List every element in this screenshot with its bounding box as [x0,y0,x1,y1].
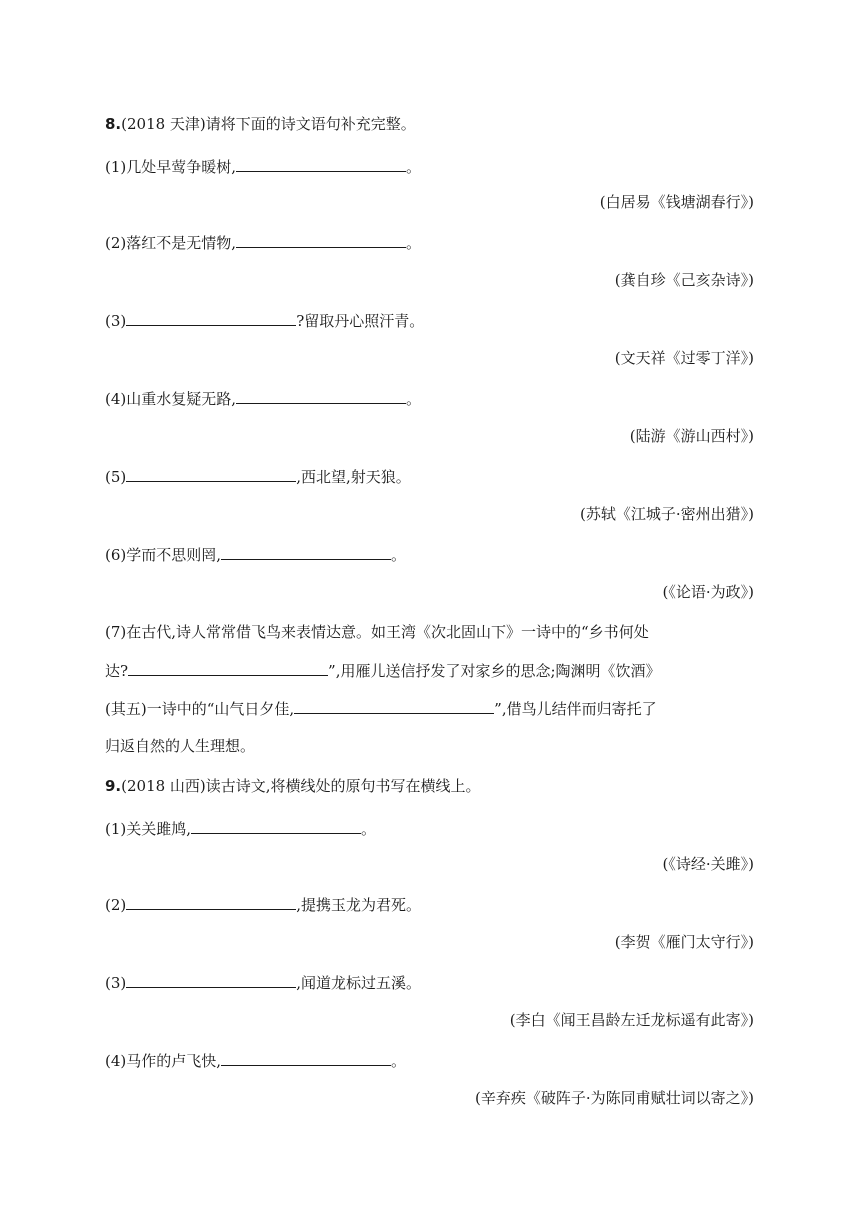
q9-item-2-blank[interactable] [126,894,296,910]
q8-item-2-blank[interactable] [236,232,406,248]
q8-item-1-source: (白居易《钱塘湖春行》) [599,193,754,211]
q8-item-3-after: ?留取丹心照汗青。 [296,312,425,330]
question-8-header [105,114,416,134]
q9-item-1-source: (《诗经·关雎》) [662,855,754,873]
q8-item-4-blank[interactable] [236,388,406,404]
q8-item-6-blank[interactable] [221,544,391,560]
q9-item-2-label: (2) [105,896,127,914]
q8-item-2-after: 。 [406,234,422,252]
q9-item-4-source: (辛弃疾《破阵子·为陈同甫赋壮词以寄之》) [475,1089,754,1107]
q8-item-5-label: (5) [105,468,127,486]
q9-item-4-after: 。 [391,1052,407,1070]
q8-item-1-label: (1)几处早莺争暖树, [105,158,237,176]
q8-item-7-blank-1[interactable] [128,660,328,676]
q8-item-6-source: (《论语·为政》) [662,583,754,601]
q8-item-7-line-1: (7)在古代,诗人常常借飞鸟来表情达意。如王湾《次北固山下》一诗中的“乡书何处 [105,623,649,641]
q8-item-7-line-3 [105,698,657,719]
q9-item-2-after: ,提携玉龙为君死。 [296,896,422,914]
q8-item-7-line-2 [105,660,661,681]
q8-item-6-label: (6)学而不思则罔, [105,546,222,564]
q8-item-7-line-2-end: ”,用雁儿送信抒发了对家乡的思念;陶渊明《饮酒》 [328,662,661,680]
q8-item-2 [105,232,421,253]
q8-item-7-line-3-start: (其五)一诗中的“山气日夕佳, [105,700,295,718]
q8-item-5 [105,466,411,487]
q9-item-1-blank[interactable] [191,818,361,834]
q8-item-4-label: (4)山重水复疑无路, [105,390,237,408]
q9-item-1 [105,818,376,839]
q8-item-4-source: (陆游《游山西村》) [629,427,754,445]
q8-item-2-source: (龚自珍《己亥杂诗》) [614,271,754,289]
q9-item-1-label: (1)关关雎鸠, [105,820,192,838]
q8-item-3-label: (3) [105,312,127,330]
q9-item-1-after: 。 [361,820,377,838]
q8-item-7-line-4: 归返自然的人生理想。 [105,737,256,755]
question-8-stem: (2018 天津)请将下面的诗文语句补充完整。 [121,115,416,133]
q9-item-3 [105,972,421,993]
q8-item-4-after: 。 [406,390,422,408]
q8-item-5-blank[interactable] [126,466,296,482]
q9-item-4-label: (4)马作的卢飞快, [105,1052,222,1070]
q9-item-2-source: (李贺《雁门太守行》) [614,933,754,951]
q8-item-3-source: (文天祥《过零丁洋》) [614,349,754,367]
q9-item-3-label: (3) [105,974,127,992]
q9-item-4-blank[interactable] [221,1050,391,1066]
q8-item-6 [105,544,406,565]
q8-item-5-source: (苏轼《江城子·密州出猎》) [580,505,754,523]
q8-item-6-after: 。 [391,546,407,564]
q8-item-1 [105,156,421,177]
q9-item-3-source: (李白《闻王昌龄左迁龙标遥有此寄》) [509,1011,754,1029]
question-9-stem: (2018 山西)读古诗文,将横线处的原句书写在横线上。 [121,777,481,795]
q9-item-3-after: ,闻道龙标过五溪。 [296,974,422,992]
q9-item-2 [105,894,421,915]
q8-item-1-after: 。 [406,158,422,176]
q8-item-1-blank[interactable] [236,156,406,172]
q8-item-3-blank[interactable] [126,310,296,326]
q8-item-7-blank-2[interactable] [294,698,494,714]
q9-item-4 [105,1050,406,1071]
q9-item-3-blank[interactable] [126,972,296,988]
question-9-header [105,776,481,796]
q8-item-7-line-2-start: 达? [105,662,129,680]
question-8-number: 8. [105,115,122,133]
question-9-number: 9. [105,777,122,795]
q8-item-3 [105,310,424,331]
q8-item-7-line-3-end: ”,借鸟儿结伴而归寄托了 [494,700,657,718]
q8-item-5-after: ,西北望,射天狼。 [296,468,411,486]
q8-item-4 [105,388,421,409]
q8-item-2-label: (2)落红不是无情物, [105,234,237,252]
